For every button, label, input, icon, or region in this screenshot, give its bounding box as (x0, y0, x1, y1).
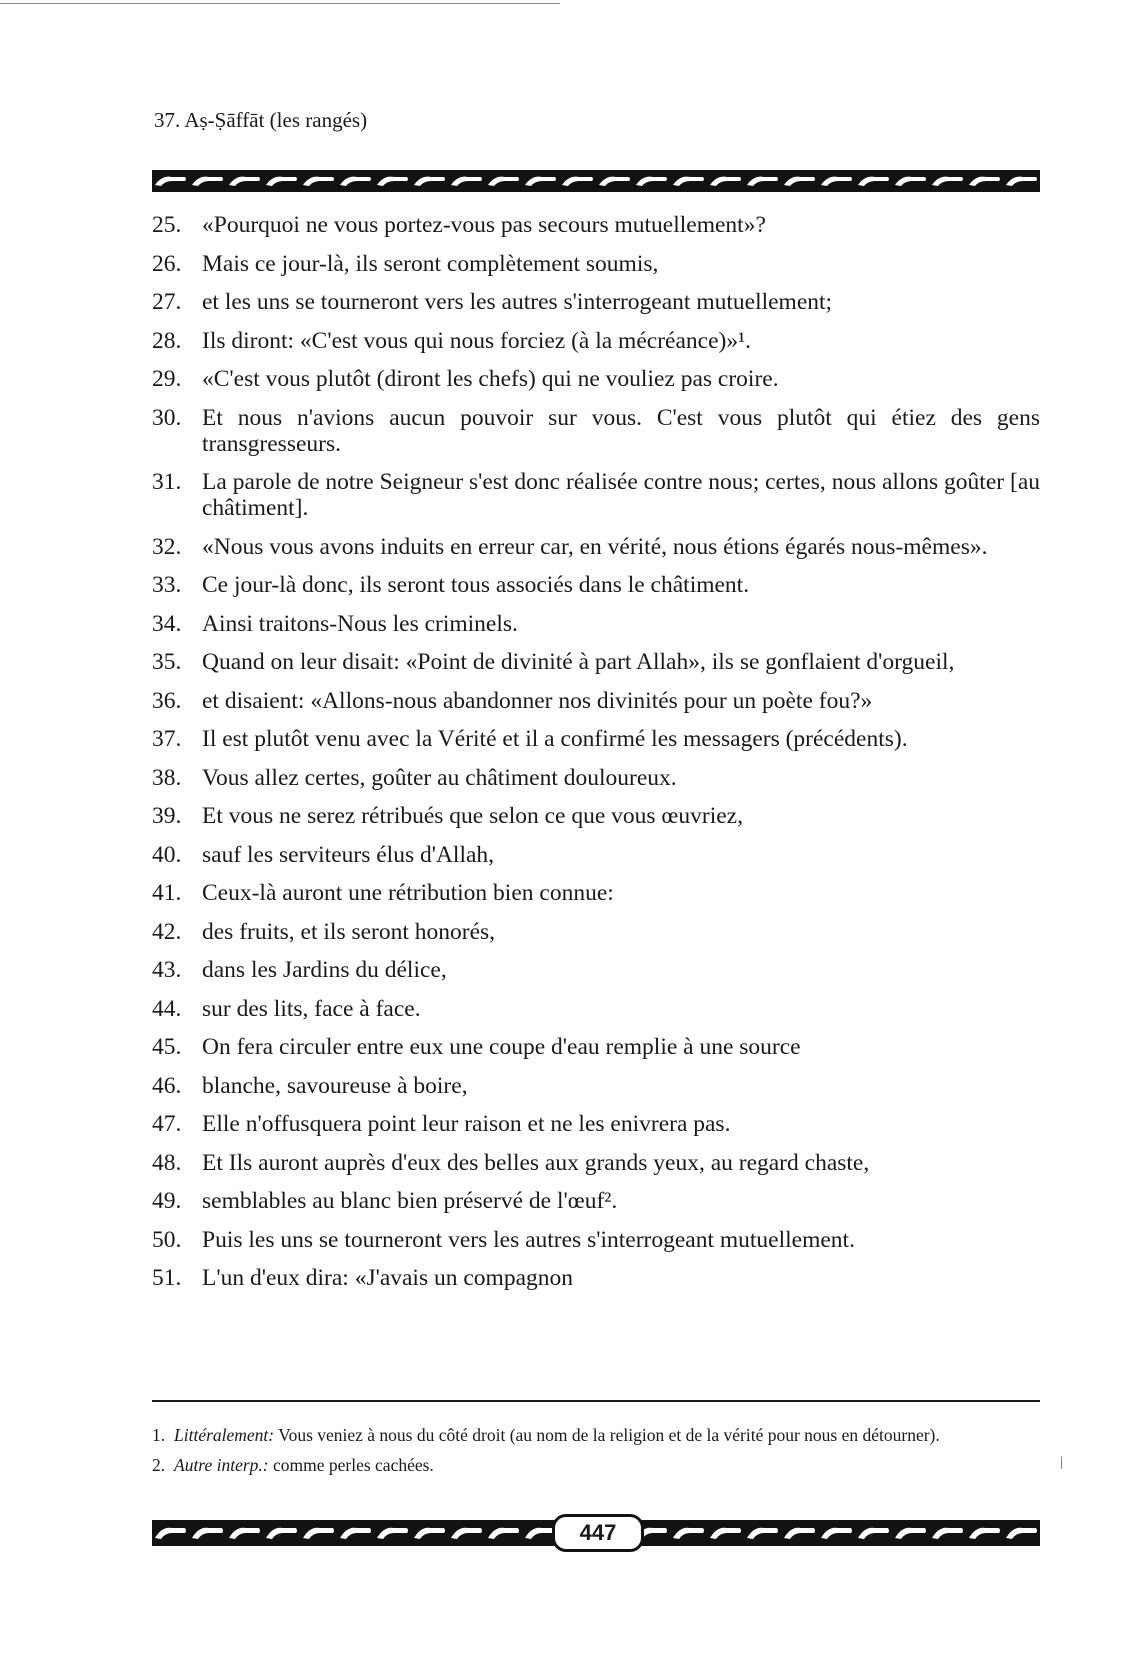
top-edge-rule (0, 3, 560, 4)
verse-item (152, 1073, 1040, 1099)
verse-text: et les uns se tourneront vers les autres s'interrogeant mutuellement; (202, 289, 833, 315)
footnote-label: Autre interp.: (174, 1455, 269, 1475)
verse-text: Ce jour-là donc, ils seront tous associés dans le châtiment. (202, 572, 750, 598)
verse-item (152, 1034, 1040, 1060)
verse-item (152, 842, 1040, 868)
verse-text: Elle n'offusquera point leur raison et ne les enivrera pas. (202, 1111, 731, 1137)
footnotes (152, 1424, 1040, 1484)
verse-item (152, 328, 1040, 354)
verse-text: sauf les serviteurs élus d'Allah, (202, 841, 495, 868)
verse-number: 39. (152, 803, 182, 829)
verse-item (152, 611, 1040, 637)
verse-number: 28. (152, 327, 182, 354)
verse-number: 35. (152, 649, 182, 675)
footnote-item (152, 1454, 1040, 1476)
verse-text: Ceux-là auront une rétribution bien connue: (202, 880, 614, 906)
verse-text: Il est plutôt venu avec la Vérité et il a confirmé les messagers (précédents). (202, 726, 908, 752)
verse-number: 42. (152, 918, 182, 945)
verse-number: 31. (152, 469, 182, 495)
verse-text: Et Ils auront auprès d'eux des belles aux grands yeux, au regard chaste, (202, 1149, 870, 1176)
verse-item (152, 726, 1040, 752)
verse-text: Puis les uns se tourneront vers les autres s'interrogeant mutuellement. (202, 1226, 855, 1253)
verse-item (152, 803, 1040, 829)
verse-item (152, 688, 1040, 714)
footnote-label: Littéralement: (174, 1425, 275, 1445)
chapter-header: 37. Aṣ-Ṣāffāt (les rangés) (154, 108, 368, 132)
verse-text: dans les Jardins du délice, (202, 957, 447, 983)
footnote-body: Vous veniez à nous du côté droit (au nom de la religion et de la vérité pour nous en détourner). (274, 1425, 940, 1445)
verse-item (152, 880, 1040, 906)
verse-item (152, 1150, 1040, 1176)
verse-number: 29. (152, 366, 182, 392)
verse-number: 40. (152, 841, 182, 868)
verse-text: La parole de notre Seigneur s'est donc réalisée contre nous; certes, nous allons goûter [au châtiment]. (202, 469, 1040, 521)
verse-item (152, 919, 1040, 945)
verse-item (152, 765, 1040, 791)
verse-number: 46. (152, 1072, 182, 1099)
verse-item (152, 366, 1040, 392)
verse-item (152, 1188, 1040, 1214)
verse-number: 33. (152, 572, 182, 598)
verse-number: 45. (152, 1034, 182, 1060)
verse-text: et disaient: «Allons-nous abandonner nos divinités pour un poète fou?» (202, 687, 873, 714)
verse-text: Vous allez certes, goûter au châtiment douloureux. (202, 764, 677, 791)
verse-item (152, 1227, 1040, 1253)
verse-item (152, 1265, 1040, 1291)
verse-text: «C'est vous plutôt (diront les chefs) qui ne vouliez pas croire. (202, 366, 779, 392)
footnote-text (174, 1424, 1040, 1446)
verse-number: 47. (152, 1111, 182, 1137)
verse-item (152, 469, 1040, 521)
verse-text: sur des lits, face à face. (202, 995, 421, 1022)
verse-number: 38. (152, 764, 182, 791)
verse-number: 26. (152, 250, 182, 277)
verse-number: 49. (152, 1188, 182, 1214)
verse-item (152, 649, 1040, 675)
top-ornament-band (152, 170, 1040, 192)
verse-text: Quand on leur disait: «Point de divinité à part Allah», ils se gonflaient d'orgueil, (202, 649, 955, 675)
verse-text: On fera circuler entre eux une coupe d'eau remplie à une source (202, 1034, 801, 1060)
verses-list (152, 212, 1040, 1304)
footnote-item (152, 1424, 1040, 1446)
verse-text: Ils diront: «C'est vous qui nous forciez (à la mécréance)»¹. (202, 327, 751, 354)
verse-number: 44. (152, 995, 182, 1022)
verse-number: 30. (152, 404, 182, 431)
verse-text: blanche, savoureuse à boire, (202, 1072, 468, 1099)
verse-text: Et nous n'avions aucun pouvoir sur vous. C'est vous plutôt qui étiez des gens transgresseurs. (202, 404, 1040, 457)
verse-number: 37. (152, 726, 182, 752)
verse-number: 51. (152, 1265, 182, 1291)
verse-item (152, 572, 1040, 598)
verse-number: 34. (152, 610, 182, 637)
chain-ornament-icon (152, 170, 1040, 192)
footnote-separator (152, 1400, 1040, 1402)
verse-number: 50. (152, 1226, 182, 1253)
footnote-body: comme perles cachées. (268, 1455, 434, 1475)
verse-item (152, 212, 1040, 238)
verse-text: Mais ce jour-là, ils seront complètement soumis, (202, 250, 659, 277)
verse-item (152, 957, 1040, 983)
verse-text: «Nous vous avons induits en erreur car, en vérité, nous étions égarés nous-mêmes». (202, 533, 988, 560)
verse-text: semblables au blanc bien préservé de l'œuf². (202, 1188, 618, 1214)
footnote-text (174, 1454, 1040, 1476)
verse-text: Et vous ne serez rétribués que selon ce que vous œuvriez, (202, 803, 743, 829)
verse-item (152, 1111, 1040, 1137)
verse-number: 43. (152, 957, 182, 983)
verse-item (152, 251, 1040, 277)
verse-text: Ainsi traitons-Nous les criminels. (202, 610, 518, 637)
verse-text: «Pourquoi ne vous portez-vous pas secours mutuellement»? (202, 212, 766, 238)
verse-text: L'un d'eux dira: «J'avais un compagnon (202, 1265, 573, 1291)
verse-item (152, 534, 1040, 560)
verse-number: 41. (152, 880, 182, 906)
verse-item (152, 405, 1040, 457)
verse-item (152, 289, 1040, 315)
verse-number: 48. (152, 1149, 182, 1176)
footnote-number: 2. (152, 1455, 166, 1475)
verse-number: 27. (152, 289, 182, 315)
verse-number: 36. (152, 687, 182, 714)
verse-text: des fruits, et ils seront honorés, (202, 918, 496, 945)
footnote-number: 1. (152, 1425, 166, 1445)
verse-number: 32. (152, 533, 182, 560)
verse-item (152, 996, 1040, 1022)
page-number: 447 (552, 1514, 644, 1552)
scan-mark: | (1060, 1455, 1063, 1470)
verse-number: 25. (152, 212, 182, 238)
